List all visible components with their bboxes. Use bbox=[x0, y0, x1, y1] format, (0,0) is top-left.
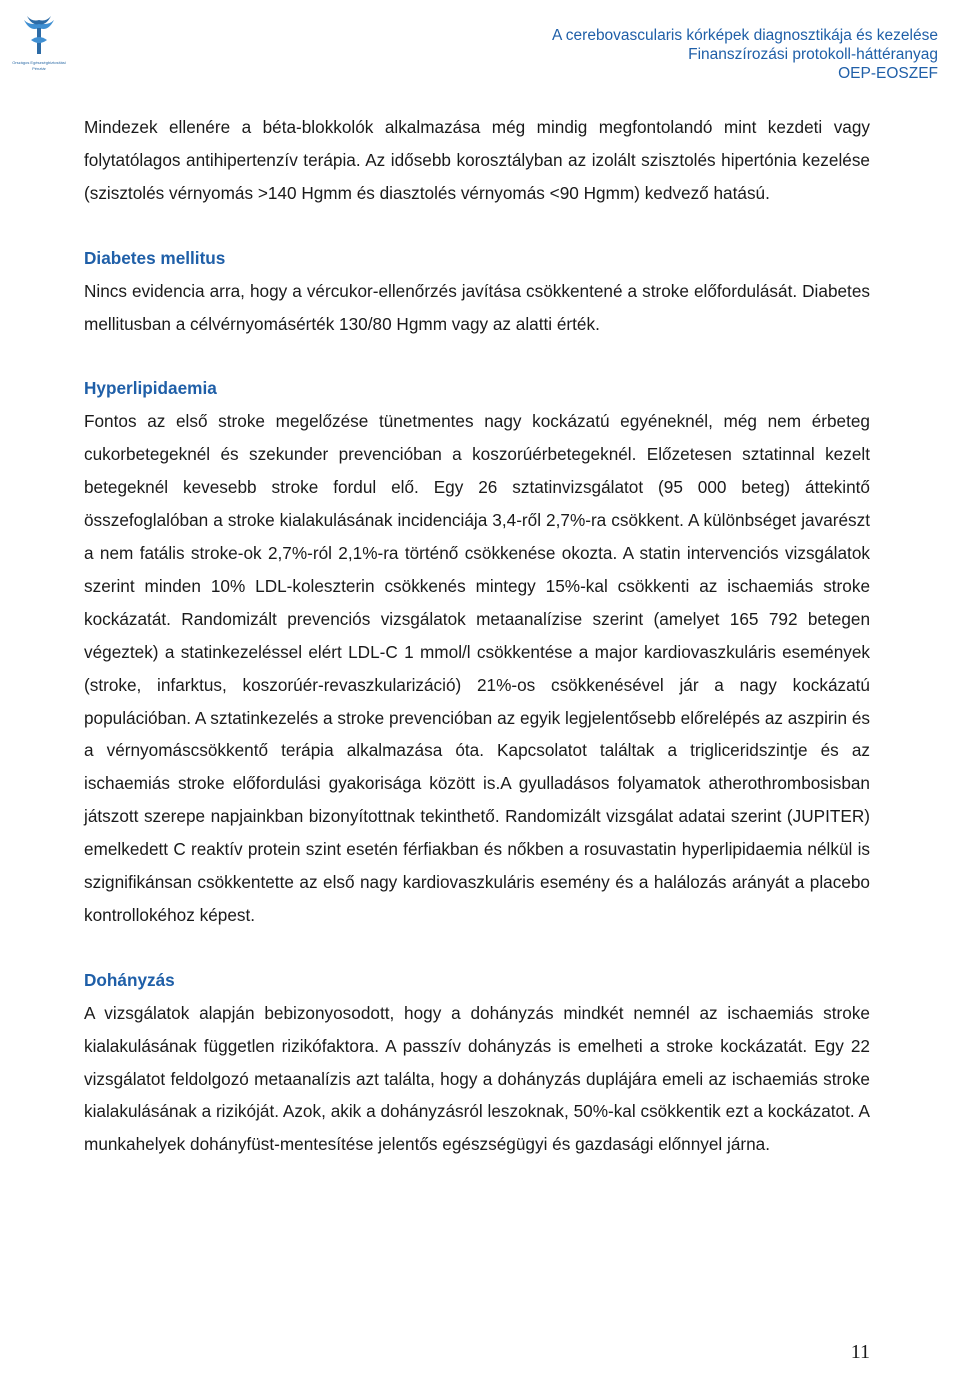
section-heading-dohanyzas: Dohányzás bbox=[84, 969, 175, 990]
section-body-diabetes: Nincs evidencia arra, hogy a vércukor-ellenőrzés javítása csökkentené a stroke előfordulását. Diabetes mellitusban a célvérnyomásérték 130/80 Hgmm vagy az alatti érték. bbox=[84, 280, 870, 334]
oep-logo bbox=[8, 14, 70, 76]
header-code: OEP-EOSZEF bbox=[838, 65, 938, 82]
header-title: A cerebovascularis kórképek diagnosztikája és kezelése bbox=[552, 27, 938, 44]
logo-text: Országos Egészségbiztosítási Pénztár bbox=[12, 60, 66, 71]
document-body bbox=[84, 111, 870, 1161]
page-number: 11 bbox=[850, 1341, 870, 1363]
header-subtitle: Finanszírozási protokoll-háttéranyag bbox=[688, 46, 938, 63]
document-header bbox=[552, 26, 938, 83]
section-body-dohanyzas: A vizsgálatok alapján bebizonyosodott, hogy a dohányzás mindkét nemnél az ischaemiás stroke kialakulásának független rizikófaktora. A passzív dohányzás is emelheti a stroke kockázatát. Egy 22 vizsgálatot feldolgozó metaanalízis azt találta, hogy a dohányzás duplájára emeli az ischaemiás stroke kialakulásának a rizikóját. Azok, akik a dohányzásról leszoknak, 50%-kal csökkentik ezt a kockázatot. A munkahelyek dohányfüst-mentesítése jelentős egészségügyi és gazdasági előnnyel járna. bbox=[84, 1002, 870, 1155]
section-heading-hyperlipidaemia: Hyperlipidaemia bbox=[84, 378, 217, 399]
section-body-hyperlipidaemia: Fontos az első stroke megelőzése tünetmentes nagy kockázatú egyéneknél, még nem érbeteg cukorbetegeknél és szekunder prevencióban a koszorúérbetegeknél. Előzetesen sztatinnal kezelt betegeknél kevesebb stroke fordul elő. Egy 26 sztatinvizsgálatot (95 000 beteg) áttekintő összefoglalóban a stroke kialakulásának incidenciája 3,4-ről 2,7%-ra csökkent. A különbséget javarészt a nem fatális stroke-ok 2,7%-ról 2,1%-ra történő csökkenése okozta. A statin intervenciós vizsgálatok szerint minden 10% LDL-koleszterin csökkenés mintegy 15%-kal csökkenti az ischaemiás stroke kockázatát. Randomizált prevenciós vizsgálatok metaanalízise szerint (amelyet 165 792 betegen végeztek) a statinkezeléssel elért LDL-C 1 mmol/l csökkentése a major kardiovaszkuláris események (stroke, infarktus, koszorúér-revaszkularizáció) 21%-os csökkenésével jár a nagy kockázatú populációban. A sztatinkezelés a stroke prevencióban az egyik legjelentősebb előrelépés az aszpirin és a vérnyomáscsökkentő terápia alkalmazása óta. Kapcsolatot találtak a trigliceridszintje és az ischaemiás stroke előfordulási gyakorisága között is.A gyulladásos folyamatok atherothrombosisban játszott szerepe napjainkban bizonyítottnak tekinthető. Randomizált vizsgálat adatai szerint (JUPITER) emelkedett C reaktív protein szint esetén férfiakban és nőkben a rosuvastatin hyperlipidaemia nélkül is szignifikánsan csökkentette az első nagy kardiovaszkuláris esemény és a halálozás arányát a placebo kontrollokéhoz képest. bbox=[84, 411, 870, 925]
intro-paragraph: Mindezek ellenére a béta-blokkolók alkalmazása még mindig megfontolandó mint kezdeti vagy folytatólagos antihipertenzív terápia. Az idősebb korosztályban az izolált szisztolés hipertónia kezelése (szisztolés vérnyomás >140 Hgmm és diasztolés vérnyomás <90 Hgmm) kedvező hatású. bbox=[84, 117, 870, 203]
logo-icon bbox=[22, 14, 56, 58]
section-heading-diabetes: Diabetes mellitus bbox=[84, 247, 226, 268]
